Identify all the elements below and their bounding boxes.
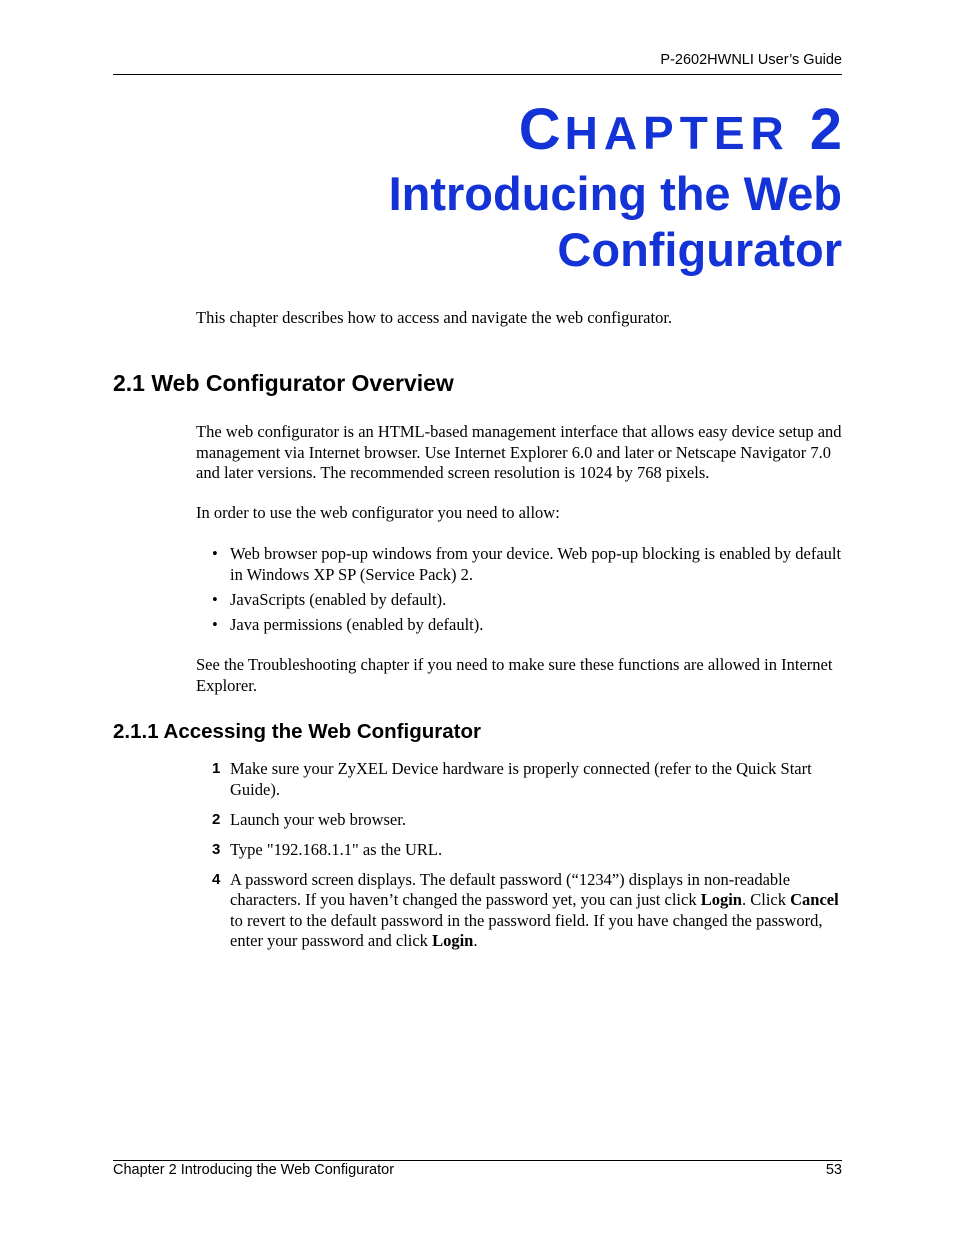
step-text-part: . (473, 931, 478, 950)
chapter-label-rest: HAPTER (564, 107, 790, 159)
overview-paragraph-1: The web configurator is an HTML-based management interface that allows easy device setup and management via Internet browser. Use Internet Explorer 6.0 and later or Netscape Navigator 7.0 and later versions. The recommended screen resolution is 1024 by 768 pixels. (196, 422, 842, 482)
list-item-text: Java permissions (enabled by default). (230, 614, 484, 634)
step-text: Make sure your ZyXEL Device hardware is properly connected (refer to the Quick Start Guide). (230, 759, 812, 799)
list-item (196, 615, 846, 636)
overview-paragraph-3: See the Troubleshooting chapter if you need to make sure these functions are allowed in Internet Explorer. (196, 655, 833, 695)
requirements-list (196, 544, 846, 640)
chapter-number: 2 (809, 97, 842, 162)
step-text-part: . Click (741, 890, 791, 909)
step-text-part: to revert to the default password in the password field. If you have changed the password, enter your password and click (230, 910, 823, 950)
bullet-glyph: • (212, 614, 218, 634)
footer-chapter-title: Chapter 2 Introducing the Web Configurator (113, 1162, 395, 1178)
step-item (196, 810, 846, 831)
chapter-label (518, 97, 842, 163)
step-text: Launch your web browser. (230, 809, 406, 829)
running-header-title: P-2602HWNLI User’s Guide (660, 52, 842, 68)
access-steps-list (196, 759, 846, 961)
page-number: 53 (825, 1162, 842, 1178)
intro-paragraph: This chapter describes how to access and navigate the web configurator. (196, 308, 673, 327)
step-number: 2 (212, 810, 221, 828)
login-term: Login (432, 931, 474, 950)
step-item (196, 759, 846, 800)
overview-paragraph-2: In order to use the web configurator you need to allow: (196, 503, 560, 522)
list-item (196, 544, 846, 585)
step-item (196, 840, 846, 861)
list-item (196, 590, 846, 611)
chapter-title: Introducing the Web Configurator (388, 167, 842, 276)
chapter-label-initial: C (518, 97, 565, 162)
step-number: 3 (212, 840, 221, 858)
list-item-text: JavaScripts (enabled by default). (230, 589, 447, 609)
section-heading-2-1-1: 2.1.1 Accessing the Web Configurator (113, 720, 481, 743)
footer-rule (113, 1160, 842, 1161)
step-item (196, 870, 846, 952)
login-term: Login (700, 890, 742, 909)
step-text: Type "192.168.1.1" as the URL. (230, 839, 443, 859)
bullet-glyph: • (212, 544, 218, 563)
list-item-text: Web browser pop-up windows from your device. Web pop-up blocking is enabled by default in Windows XP SP (Service Pack) 2. (230, 544, 842, 584)
step-number: 4 (212, 870, 221, 888)
cancel-term: Cancel (790, 890, 839, 909)
step-number: 1 (212, 760, 221, 777)
bullet-glyph: • (212, 589, 218, 609)
header-rule (113, 74, 842, 75)
step-text-part: A password screen displays. The default password (“1234”) displays in non-readable characters. If you haven’t changed the password yet, you can just click (230, 869, 791, 909)
section-heading-2-1: 2.1 Web Configurator Overview (113, 370, 454, 396)
